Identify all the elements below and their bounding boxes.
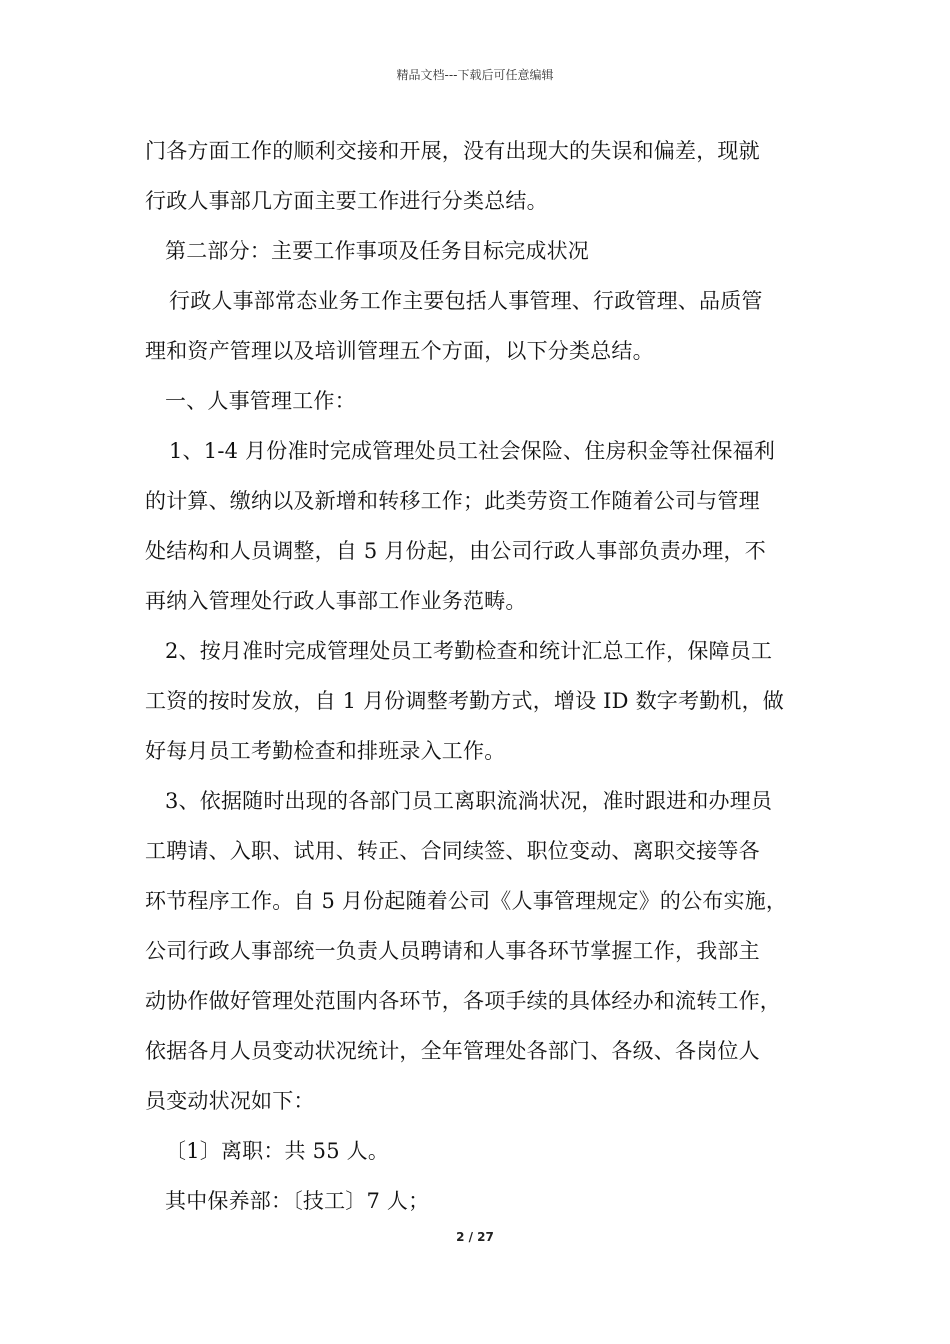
text-line: 的计算、缴纳以及新增和转移工作；此类劳资工作随着公司与管理 [145,489,760,513]
text-line: 1、1-4 月份准时完成管理处员工社会保险、住房积金等社保福利 [169,439,776,463]
text-line: 环节程序工作。自 5 月份起随着公司《人事管理规定》的公布实施， [145,889,788,913]
list-item: 〔1〕离职：共 55 人。 [165,1139,390,1163]
text-line: 行政人事部几方面主要工作进行分类总结。 [145,189,548,213]
page-header: 精品文档---下载后可任意编辑 [396,68,554,82]
text-line: 公司行政人事部统一负责人员聘请和人事各环节掌握工作，我部主 [145,939,760,963]
text-line: 2、按月准时完成管理处员工考勤检查和统计汇总工作，保障员工 [165,639,773,663]
text-line: 员变动状况如下： [145,1089,315,1113]
page-number: 2 / 27 [456,1230,494,1244]
document-body [145,126,810,1226]
text-line: 其中保养部：〔技工〕7 人； [165,1189,430,1213]
text-line: 再纳入管理处行政人事部工作业务范畴。 [145,589,527,613]
section-heading: 第二部分：主要工作事项及任务目标完成状况 [165,239,589,263]
text-line: 工资的按时发放，自 1 月份调整考勤方式，增设 ID 数字考勤机，做 [145,689,784,713]
text-line: 工聘请、入职、试用、转正、合同续签、职位变动、离职交接等各 [145,839,760,863]
text-line: 动协作做好管理处范围内各环节，各项手续的具体经办和流转工作， [145,989,781,1013]
text-line: 行政人事部常态业务工作主要包括人事管理、行政管理、品质管 [169,289,763,313]
text-line: 3、依据随时出现的各部门员工离职流淌状况，准时跟进和办理员 [165,789,773,813]
text-line: 理和资产管理以及培训管理五个方面，以下分类总结。 [145,339,654,363]
text-line: 门各方面工作的顺利交接和开展，没有出现大的失误和偏差，现就 [145,139,760,163]
text-line: 依据各月人员变动状况统计，全年管理处各部门、各级、各岗位人 [145,1039,760,1063]
text-line: 处结构和人员调整，自 5 月份起，由公司行政人事部负责办理，不 [145,539,766,563]
subsection-heading: 一、人事管理工作： [165,389,356,413]
text-line: 好每月员工考勤检查和排班录入工作。 [145,739,506,763]
